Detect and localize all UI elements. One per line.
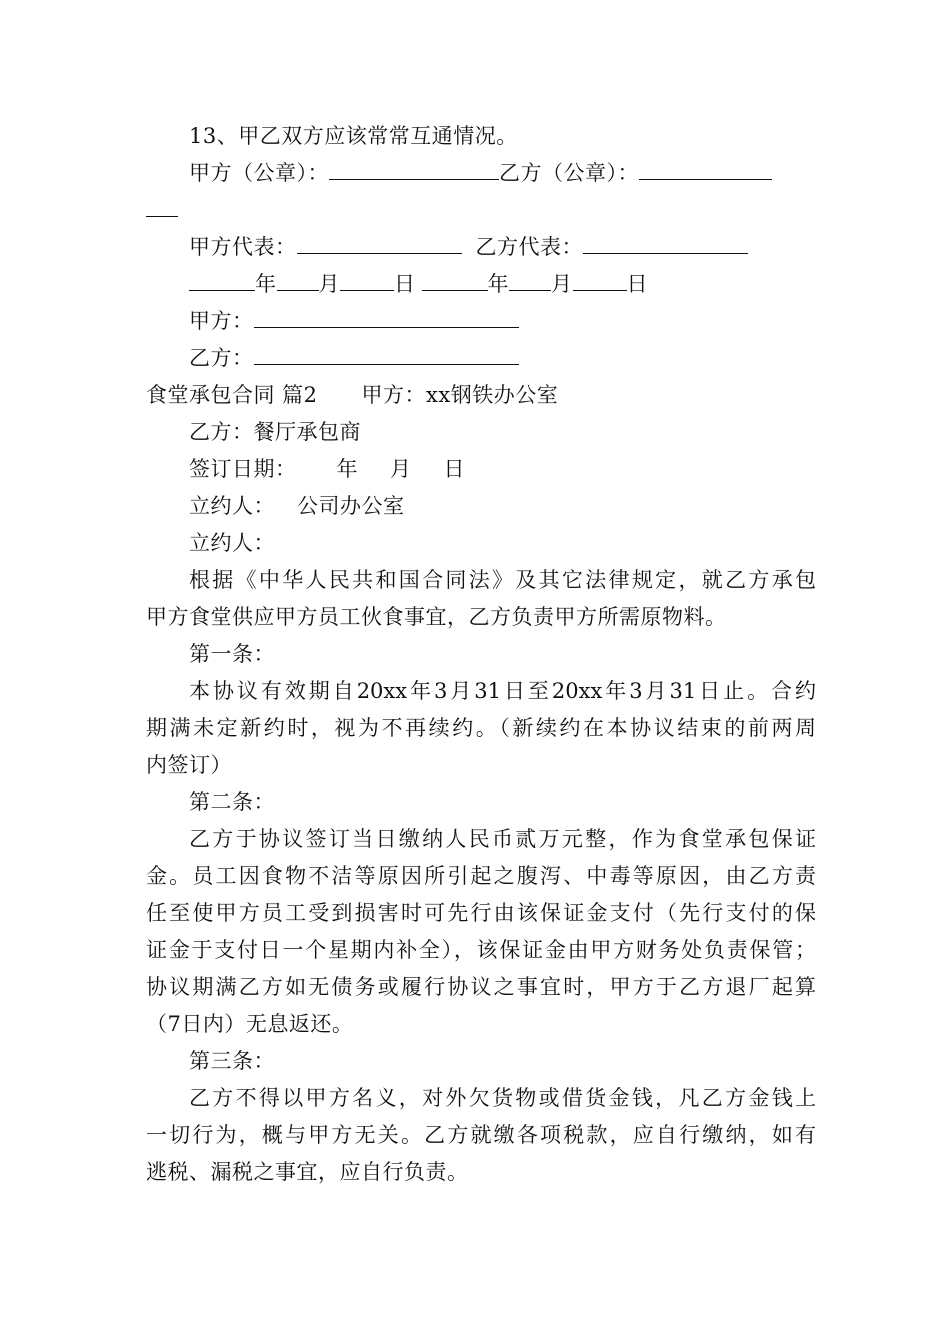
article-1-title: 第一条： [189,642,275,666]
seal-line [189,155,816,192]
party-b-value: 乙方：餐厅承包商 [189,420,361,444]
rep-b-label: 乙方代表： [475,235,583,259]
day-b-blank [573,268,627,291]
seal-a-blank [329,157,499,180]
seal-b-blank [639,157,772,180]
party-b-sign-line [189,340,816,377]
sign-year: 年 [336,457,358,481]
sign-day: 日 [443,457,465,481]
sign-date-line [189,451,816,488]
article-2-line: 证金于支付日一个星期内补全），该保证金由甲方财务处负责保管； [146,938,816,962]
year-a-blank [189,268,255,291]
article-2-line: 协议期满乙方如无债务或履行协议之事宜时，甲方于乙方退厂起算 [146,975,816,999]
month-label: 月 [318,272,340,296]
year-label: 年 [255,272,277,296]
seal-a-label: 甲方（公章）： [189,161,329,185]
sign-date-label: 签订日期： [189,457,297,481]
contractor-value: 公司办公室 [297,494,405,518]
rep-a-label: 甲方代表： [189,235,297,259]
party-a-value: 甲方：xx钢铁办公室 [361,383,559,407]
article-3-line: 乙方不得以甲方名义，对外欠货物或借货金钱，凡乙方金钱上 [189,1086,816,1110]
rep-b-blank [583,231,748,254]
preamble-line: 根据《中华人民共和国合同法》及其它法律规定，就乙方承包 [189,568,816,592]
contractor-label: 立约人： [189,494,275,518]
month-b-blank [509,268,551,291]
section-title: 食堂承包合同 篇2 [146,383,318,407]
clause-13: 13、甲乙双方应该常常互通情况。 [189,124,518,148]
year-b-blank [422,268,488,291]
date-line [189,266,816,303]
day-label: 日 [626,272,648,296]
sign-month: 月 [390,457,412,481]
day-a-blank [340,268,394,291]
article-3-line: 逃税、漏税之事宜，应自行负责。 [146,1160,469,1184]
preamble-line: 甲方食堂供应甲方员工伙食事宜，乙方负责甲方所需原物料。 [146,605,727,629]
party-b-blank [254,342,519,365]
rep-a-blank [297,231,462,254]
article-2-title: 第二条： [189,790,275,814]
party-a-sign-line [189,303,816,340]
seal-line-wrap [146,192,816,229]
section-title-line [146,377,816,414]
seal-b-blank-cont [146,194,178,217]
contractor-label: 立约人： [189,531,275,555]
month-a-blank [277,268,319,291]
month-label: 月 [551,272,573,296]
day-label: 日 [394,272,416,296]
article-1-line: 内签订） [146,753,232,777]
party-b-label: 乙方： [189,346,254,370]
article-2-line: （7日内）无息返还。 [146,1012,354,1036]
year-label: 年 [487,272,509,296]
article-2-line: 金。员工因食物不洁等原因所引起之腹泻、中毒等原因，由乙方责 [146,864,816,888]
rep-line [189,229,816,266]
party-a-label: 甲方： [189,309,254,333]
contractor-line-2 [189,525,816,562]
seal-b-label: 乙方（公章）： [499,161,639,185]
article-1-line: 本协议有效期自20xx年3月31日至20xx年3月31日止。合约 [189,679,816,703]
article-3-title: 第三条： [189,1049,275,1073]
article-2-line: 任至使甲方员工受到损害时可先行由该保证金支付（先行支付的保 [146,901,816,925]
party-a-blank [254,305,519,328]
contractor-line-1 [189,488,816,525]
article-2-line: 乙方于协议签订当日缴纳人民币贰万元整，作为食堂承包保证 [189,827,816,851]
article-3-line: 一切行为，概与甲方无关。乙方就缴各项税款，应自行缴纳，如有 [146,1123,816,1147]
article-1-line: 期满未定新约时，视为不再续约。（新续约在本协议结束的前两周 [146,716,816,740]
